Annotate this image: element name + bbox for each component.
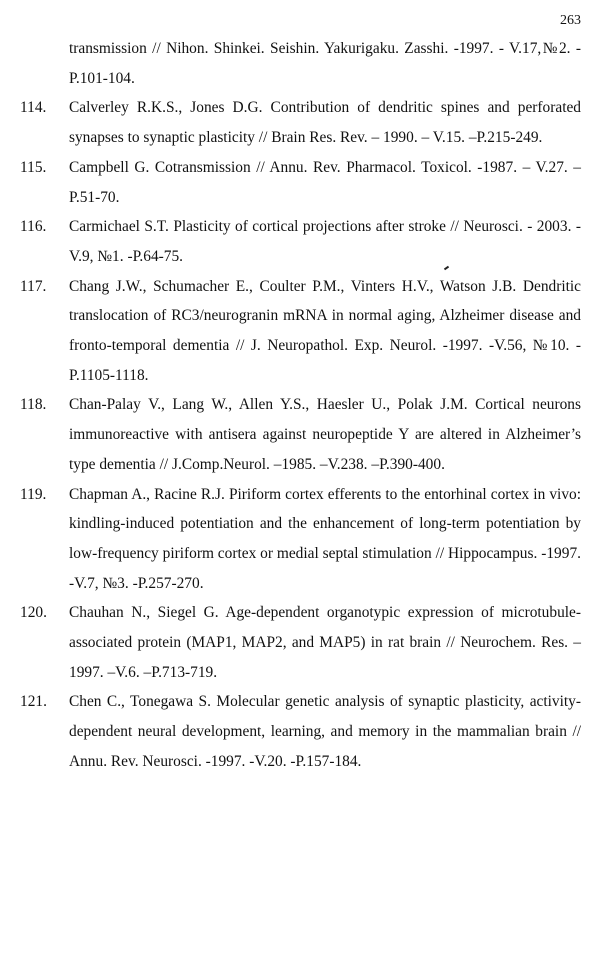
reference-number: 121.: [20, 693, 47, 711]
reference-item-continued: [69, 34, 581, 93]
reference-item-121: [20, 687, 581, 776]
reference-text: Chen C., Tonegawa S. Molecular genetic analysis of synaptic plasticity, activity-dependent neural development, learning, and memory in the mammalian brain // Annu. Rev. Neurosci. -1997. -V.20. -P.157-184.: [69, 693, 581, 770]
reference-number: 119.: [20, 485, 47, 503]
reference-item-114: [20, 93, 581, 152]
reference-number: 118.: [20, 396, 47, 414]
reference-list: [0, 34, 611, 777]
reference-text: Calverley R.K.S., Jones D.G. Contribution of dendritic spines and perforated synapses to synaptic plasticity // Brain Res. Rev. – 1990. – V.15. –P.215-249.: [69, 99, 581, 147]
reference-item-117: [20, 272, 581, 391]
reference-number: 115.: [20, 158, 47, 176]
reference-item-118: [20, 390, 581, 479]
reference-text: Chapman A., Racine R.J. Piriform cortex efferents to the entorhinal cortex in vivo: kindling-induced potentiation and the enhancement of long-term potentiation by low-frequency piriform cortex or medial septal stimulation // Hippocampus. -1997. -V.7, №3. -P.257-270.: [69, 485, 581, 592]
reference-number: 120.: [20, 604, 47, 622]
reference-text: Carmichael S.T. Plasticity of cortical projections after stroke // Neurosci. - 2003. -V.9, №1. -P.64-75.: [69, 218, 581, 265]
reference-item-119: [20, 480, 581, 599]
reference-number: 114.: [20, 99, 47, 117]
reference-text: Chauhan N., Siegel G. Age-dependent organotypic expression of microtubule-associated protein (MAP1, MAP2, and MAP5) in rat brain // Neurochem. Res. –1997. –V.6. –P.713-719.: [69, 604, 581, 681]
page-number: 263: [560, 13, 581, 28]
reference-text: Campbell G. Cotransmission // Annu. Rev. Pharmacol. Toxicol. -1987. – V.27. –P.51-70.: [69, 158, 581, 206]
reference-number: 116.: [20, 218, 47, 236]
reference-item-115: [20, 153, 581, 212]
reference-text: transmission // Nihon. Shinkei. Seishin. Yakurigaku. Zasshi. -1997. - V.17,№2. -P.101-104.: [69, 40, 581, 87]
reference-item-120: [20, 598, 581, 687]
reference-text: Chang J.W., Schumacher E., Coulter P.M., Vinters H.V., Watson J.B. Dendritic translocation of RC3/neurogranin mRNA in normal aging, Alzheimer disease and fronto-temporal dementia // J. Neuropathol. Exp. Neurol. -1997. -V.56, №10. -P.1105-1118.: [69, 277, 581, 384]
reference-text: Chan-Palay V., Lang W., Allen Y.S., Haesler U., Polak J.M. Cortical neurons immunoreactive with antisera against neuropeptide Y are altered in Alzheimer’s type dementia // J.Comp.Neurol. –1985. –V.238. –P.390-400.: [69, 396, 581, 473]
reference-item-116: [20, 212, 581, 271]
reference-number: 117.: [20, 277, 47, 295]
